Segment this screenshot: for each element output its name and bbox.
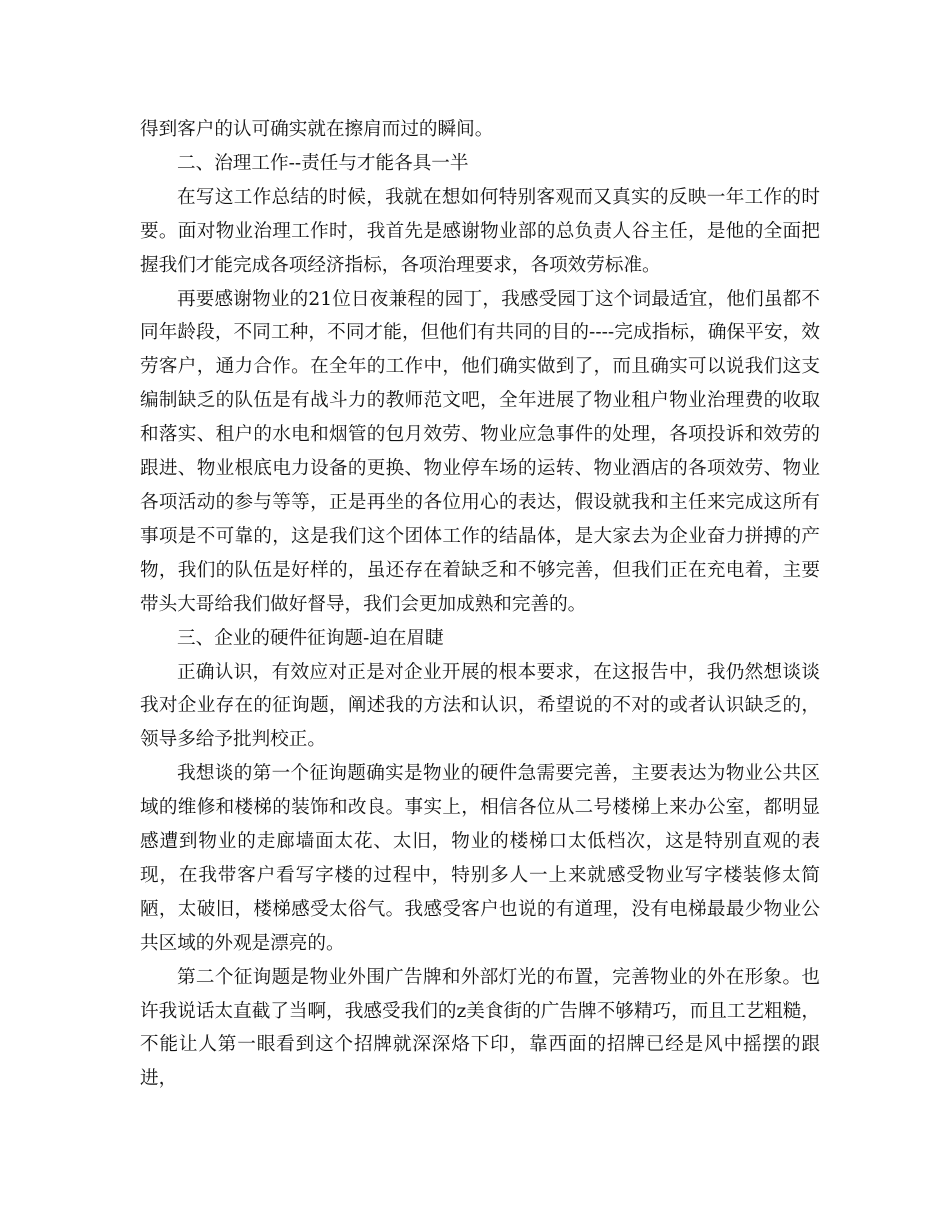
paragraph-body: 我想谈的第一个征询题确实是物业的硬件急需要完善，主要表达为物业公共区域的维修和楼梯的装饰和改良。事实上，相信各位从二号楼梯上来办公室，都明显感遭到物业的走廊墙面太花、太旧，物业的楼梯口太低档次，这是特别直观的表现，在我带客户看写字楼的过程中，特别多人一上来就感受物业写字楼装修太简陋，太破旧，楼梯感受太俗气。我感受客户也说的有道理，没有电梯最最少物业公共区域的外观是漂亮的。	[140, 763, 820, 954]
paragraph-body: 正确认识，有效应对正是对企业开展的根本要求，在这报告中，我仍然想谈谈我对企业存在的征询题，阐述我的方法和认识，希望说的不对的或者认识缺乏的，领导多给予批判校正。	[140, 661, 820, 751]
paragraph-continued: 得到客户的认可确实就在擦肩而过的瞬间。	[140, 119, 494, 140]
paragraph-body: 再要感谢物业的21位日夜兼程的园丁，我感受园丁这个词最适宜，他们虽都不同年龄段，不同工种，不同才能，但他们有共同的目的----完成指标，确保平安，效劳客户，通力合作。在全年的工作中，他们确实做到了，而且确实可以说我们这支编制缺乏的队伍是有战斗力的教师范文吧，全年进展了物业租户物业治理费的收取和落实、租户的水电和烟管的包月效劳、物业应急事件的处理，各项投诉和效劳的跟进、物业根底电力设备的更换、物业停车场的运转、物业酒店的各项效劳、物业各项活动的参与等等，正是再坐的各位用心的表达，假设就我和主任来完成这所有事项是不可靠的，这是我们这个团体工作的结晶体，是大家去为企业奋力拼搏的产物，我们的队伍是好样的，虽还存在着缺乏和不够完善，但我们正在充电着，主要带头大哥给我们做好督导，我们会更加成熟和完善的。	[140, 288, 820, 615]
section-heading-three: 三、企业的硬件征询题-迫在眉睫	[177, 627, 444, 649]
section-heading-two: 二、治理工作--责任与才能各具一半	[177, 152, 469, 174]
document-body	[140, 113, 820, 1096]
paragraph-body: 在写这工作总结的时候，我就在想如何特别客观而又真实的反映一年工作的时要。面对物业治理工作时，我首先是感谢物业部的总负责人谷主任，是他的全面把握我们才能完成各项经济指标，各项治理要求，各项效劳标准。	[140, 186, 820, 276]
paragraph-body: 第二个征询题是物业外围广告牌和外部灯光的布置，完善物业的外在形象。也许我说话太直截了当啊，我感受我们的z美食街的广告牌不够精巧，而且工艺粗糙，不能让人第一眼看到这个招牌就深深烙下印，靠西面的招牌已经是风中摇摆的跟进，	[140, 966, 820, 1090]
